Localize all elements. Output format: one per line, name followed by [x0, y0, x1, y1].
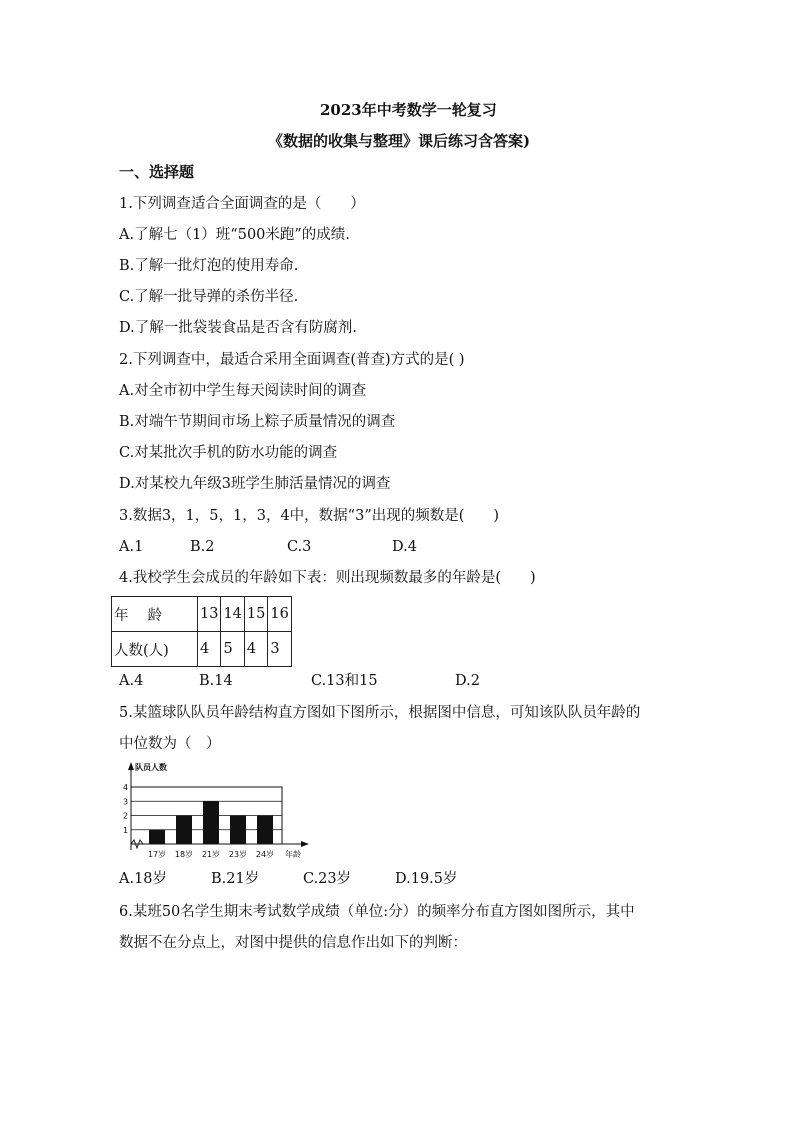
q5-option-b: B.21岁 [211, 871, 260, 887]
x-tick-label: 17岁 [147, 850, 167, 859]
x-tick-label: 21岁 [201, 850, 221, 859]
y-axis-arrow-icon [128, 762, 134, 770]
q4-option-a: A.4 [119, 673, 144, 689]
y-axis-label: 队员人数 [135, 763, 167, 772]
table-cell: 15 [244, 597, 267, 632]
histogram-bar [230, 816, 246, 845]
table-head-count: 人数(人) [112, 632, 198, 667]
y-tick-label: 4 [123, 783, 129, 792]
q6-stem-line2: 数据不在分点上，对图中提供的信息作出如下的判断： [119, 935, 467, 951]
table-cell: 14 [221, 597, 244, 632]
histogram-bar [176, 816, 192, 845]
x-tick-label: 23岁 [228, 850, 248, 859]
y-tick-label: 3 [123, 797, 129, 807]
doc-subtitle: 《数据的收集与整理》课后练习含答案) [268, 132, 531, 150]
age-table [111, 596, 292, 667]
x-tick-label: 24岁 [255, 850, 275, 859]
q6-stem-line1: 6.某班50名学生期末考试数学成绩（单位:分）的频率分布直方图如图所示，其中 [119, 904, 635, 920]
q5-option-a: A.18岁 [119, 871, 168, 887]
q4-option-c: C.13和15 [311, 673, 378, 689]
table-cell: 5 [221, 632, 244, 667]
q3-stem: 3.数据3，1，5，1，3，4中，数据“3”出现的频数是( ) [119, 508, 500, 524]
q3-option-d: D.4 [392, 539, 417, 555]
table-head-age: 年 龄 [112, 597, 198, 632]
table-cell: 4 [244, 632, 267, 667]
age-table-row-age [112, 597, 292, 632]
q3-option-b: B.2 [190, 539, 215, 555]
q1-option-d: D.了解一批袋装食品是否含有防腐剂. [119, 320, 357, 336]
q5-stem-line1: 5.某篮球队队员年龄结构直方图如下图所示，根据图中信息，可知该队队员年龄的 [119, 705, 641, 721]
q4-option-d: D.2 [455, 673, 480, 689]
q3-option-a: A.1 [119, 539, 144, 555]
q2-option-b: B.对端午节期间市场上粽子质量情况的调查 [119, 414, 396, 430]
q3-option-c: C.3 [287, 539, 312, 555]
q1-option-c: C.了解一批导弹的杀伤半径. [119, 289, 299, 305]
q2-option-d: D.对某校九年级3班学生肺活量情况的调查 [119, 476, 391, 492]
q5-option-c: C.23岁 [303, 871, 352, 887]
table-cell: 13 [198, 597, 221, 632]
q1-option-a: A.了解七（1）班“500米跑”的成绩. [119, 227, 350, 243]
histogram-bar [149, 830, 165, 844]
y-tick-label: 1 [123, 825, 129, 835]
q1-stem: 1.下列调查适合全面调查的是（ ） [119, 196, 365, 212]
q2-stem: 2.下列调查中，最适合采用全面调查(普查)方式的是( ) [119, 352, 465, 368]
table-cell: 16 [268, 597, 291, 632]
x-axis-label: 年龄 [285, 850, 301, 859]
x-axis-arrow-icon [301, 841, 309, 847]
q4-stem: 4.我校学生会成员的年龄如下表：则出现频数最多的年龄是( ) [119, 570, 536, 586]
q2-option-a: A.对全市初中学生每天阅读时间的调查 [119, 383, 367, 399]
y-tick-label: 2 [123, 811, 129, 821]
doc-title: 2023年中考数学一轮复习 [320, 101, 497, 119]
table-cell: 4 [198, 632, 221, 667]
x-tick-label: 18岁 [174, 850, 194, 859]
q4-option-b: B.14 [199, 673, 233, 689]
q1-option-b: B.了解一批灯泡的使用寿命. [119, 258, 299, 274]
section-heading: 一、选择题 [119, 163, 195, 181]
age-table-row-count [112, 632, 292, 667]
histogram-bar [203, 801, 219, 844]
q5-option-d: D.19.5岁 [395, 871, 458, 887]
q2-option-c: C.对某批次手机的防水功能的调查 [119, 445, 338, 461]
table-cell: 3 [268, 632, 291, 667]
q5-stem-line2: 中位数为（ ） [119, 736, 221, 752]
age-histogram [115, 758, 315, 862]
histogram-bar [257, 816, 273, 845]
